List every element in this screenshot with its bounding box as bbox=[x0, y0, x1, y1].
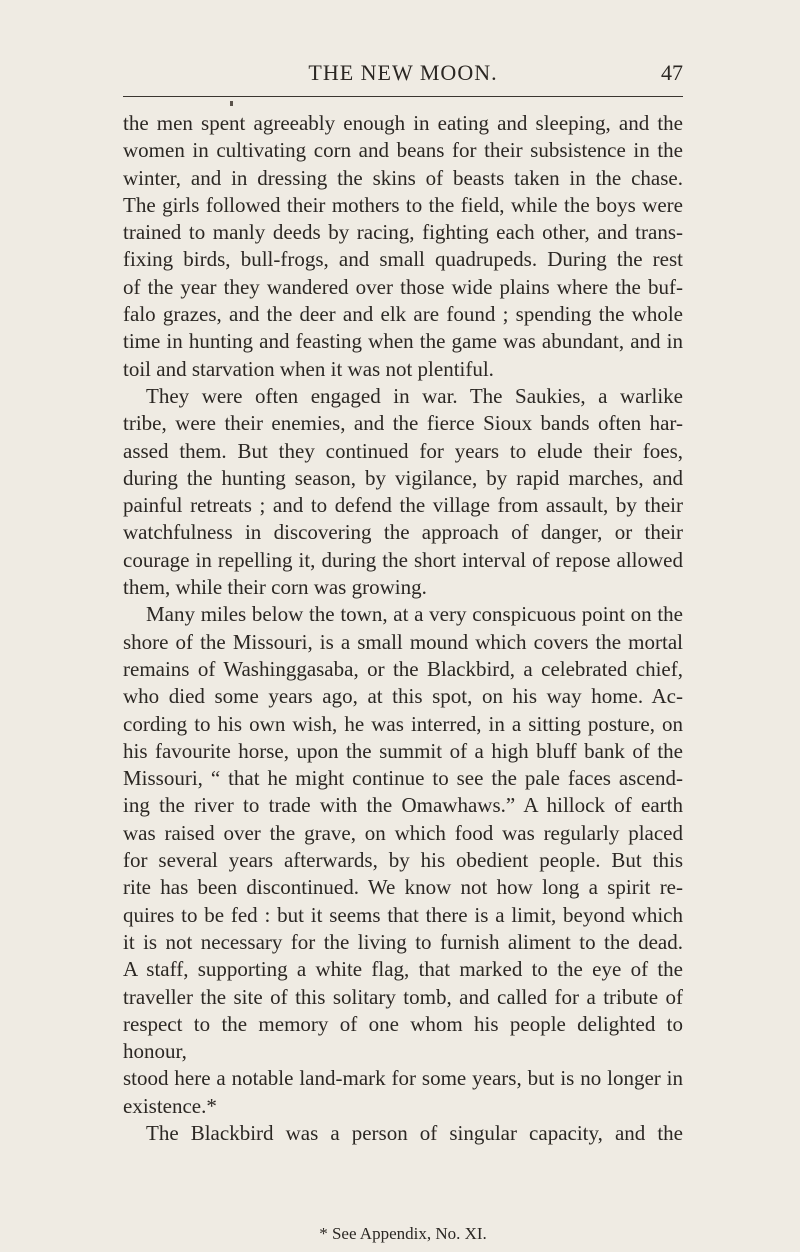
paragraph bbox=[123, 383, 683, 601]
paragraph bbox=[123, 1120, 683, 1147]
text-line: for several years afterwards, by his obedient people. But this bbox=[123, 848, 683, 873]
text-line: toil and starvation when it was not plentiful. bbox=[123, 356, 494, 381]
text-line: stood here a notable land-mark for some years, but is no longer in bbox=[123, 1066, 683, 1091]
text-line: fixing birds, bull-frogs, and small quadrupeds. During the rest bbox=[123, 247, 683, 272]
footnote: * See Appendix, No. XI. bbox=[319, 1224, 487, 1243]
text-line: falo grazes, and the deer and elk are found ; spending the whole bbox=[123, 302, 683, 327]
body-text bbox=[123, 110, 683, 1147]
page-number: 47 bbox=[661, 60, 683, 85]
text-line: during the hunting season, by vigilance, by rapid marches, and bbox=[123, 465, 683, 490]
text-line: A staff, supporting a white flag, that marked to the eye of the bbox=[123, 957, 683, 982]
ink-speck bbox=[230, 101, 233, 106]
text-line: trained to manly deeds by racing, fighting each other, and trans- bbox=[123, 220, 683, 245]
text-line: tribe, were their enemies, and the fierce Sioux bands often har- bbox=[123, 411, 683, 436]
running-head bbox=[123, 60, 683, 90]
text-line: remains of Washinggasaba, or the Blackbird, a celebrated chief, bbox=[123, 656, 683, 681]
text-line: existence.* bbox=[123, 1093, 217, 1118]
text-line: watchfulness in discovering the approach of danger, or their bbox=[123, 520, 683, 545]
text-line: rite has been discontinued. We know not how long a spirit re- bbox=[123, 875, 683, 900]
text-line: The Blackbird was a person of singular capacity, and the bbox=[146, 1120, 683, 1145]
text-line: courage in repelling it, during the short interval of repose allowed bbox=[123, 547, 683, 572]
header-rule bbox=[123, 96, 683, 97]
text-line: They were often engaged in war. The Saukies, a warlike bbox=[146, 383, 683, 408]
text-line: The girls followed their mothers to the field, while the boys were bbox=[123, 192, 683, 217]
text-line: traveller the site of this solitary tomb, and called for a tribute of bbox=[123, 984, 683, 1009]
paragraph bbox=[123, 110, 683, 383]
text-line: painful retreats ; and to defend the village from assault, by their bbox=[123, 493, 683, 518]
text-line: was raised over the grave, on which food was regularly placed bbox=[123, 820, 683, 845]
text-line: his favourite horse, upon the summit of a high bluff bank of the bbox=[123, 738, 683, 763]
text-line: assed them. But they continued for years to elude their foes, bbox=[123, 438, 683, 463]
paragraph bbox=[123, 601, 683, 1120]
text-line: time in hunting and feasting when the game was abundant, and in bbox=[123, 329, 683, 354]
text-line: it is not necessary for the living to furnish aliment to the dead. bbox=[123, 929, 683, 954]
text-line: of the year they wandered over those wide plains where the buf- bbox=[123, 274, 683, 299]
text-line: women in cultivating corn and beans for their subsistence in the bbox=[123, 138, 683, 163]
text-line: quires to be fed : but it seems that there is a limit, beyond which bbox=[123, 902, 683, 927]
text-line: respect to the memory of one whom his people delighted to honour, bbox=[123, 1011, 683, 1064]
running-head-title: THE NEW MOON. bbox=[308, 60, 498, 85]
text-line: ing the river to trade with the Omawhaws.” A hillock of earth bbox=[123, 793, 683, 818]
text-line: Many miles below the town, at a very conspicuous point on the bbox=[146, 602, 683, 627]
text-line: Missouri, “ that he might continue to see the pale faces ascend- bbox=[123, 766, 683, 791]
text-line: shore of the Missouri, is a small mound which covers the mortal bbox=[123, 629, 683, 654]
text-line: cording to his own wish, he was interred, in a sitting posture, on bbox=[123, 711, 683, 736]
text-line: who died some years ago, at this spot, on his way home. Ac- bbox=[123, 684, 683, 709]
text-line: winter, and in dressing the skins of beasts taken in the chase. bbox=[123, 165, 683, 190]
text-line: them, while their corn was growing. bbox=[123, 575, 427, 600]
text-line: the men spent agreeably enough in eating and sleeping, and the bbox=[123, 111, 683, 135]
